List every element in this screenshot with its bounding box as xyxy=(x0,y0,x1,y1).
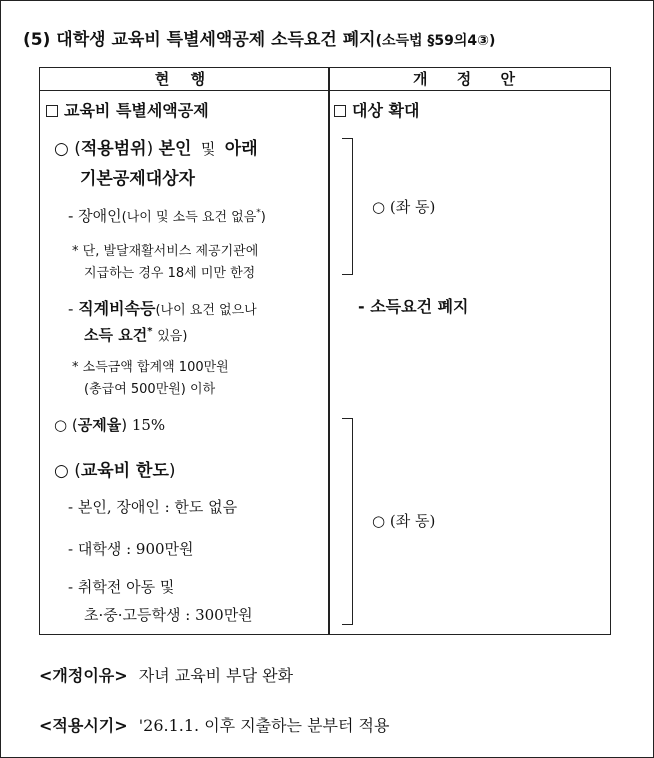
effective-text: '26.1.1. 이후 지출하는 분부터 적용 xyxy=(138,716,390,735)
limit-item1: - 본인, 장애인 : 한도 없음 xyxy=(68,498,238,516)
footnote1-line1: * 단, 발달재활서비스 제공기관에 xyxy=(72,244,259,259)
lineal-label: 직계비속등 xyxy=(78,299,156,318)
lineal-line2 xyxy=(84,324,187,345)
right-section-heading xyxy=(334,98,419,121)
effective-label: <적용시기> xyxy=(39,716,128,735)
left-section-heading xyxy=(46,98,209,121)
scope-dependents: 기본공제대상자 xyxy=(80,169,195,189)
scope-self: 본인 xyxy=(158,139,192,159)
rate-close: ) xyxy=(121,416,128,434)
income-star: * xyxy=(147,326,153,337)
checkbox-square-icon xyxy=(334,105,346,117)
disabled-label: - 장애인 xyxy=(68,207,122,225)
rate-line xyxy=(54,414,165,435)
rate-label: 공제율 xyxy=(77,416,122,434)
income-requirement-abolished: - 소득요건 폐지 xyxy=(358,297,469,316)
left-section-label: 교육비 특별세액공제 xyxy=(64,101,209,120)
reason-label: <개정이유> xyxy=(39,666,128,685)
title-main: (5) 대학생 교육비 특별세액공제 소득요건 폐지 xyxy=(23,30,376,50)
right-section-label: 대상 확대 xyxy=(352,101,420,120)
scope-line2 xyxy=(80,164,195,189)
limit-item2: - 대학생 : 900만원 xyxy=(68,540,194,558)
amendment-reason xyxy=(39,663,293,686)
comparison-table xyxy=(39,67,611,635)
limit-bullet: ○ ( xyxy=(54,461,81,481)
limit-item3-line1: - 취학전 아동 및 xyxy=(68,578,175,596)
header-proposed: 개 정 안 xyxy=(413,70,527,88)
reason-text: 자녀 교육비 부담 완화 xyxy=(138,666,294,685)
same-as-left-2: ○ (좌 동) xyxy=(372,512,436,530)
scope-close: ) xyxy=(146,139,154,159)
scope-line1 xyxy=(54,134,258,159)
rate-value: 15% xyxy=(131,416,166,434)
limit-line xyxy=(54,456,176,481)
footnote2-line2: (총급여 500만원) 이하 xyxy=(84,382,216,397)
section-title xyxy=(23,25,495,50)
disabled-close: ) xyxy=(260,210,266,225)
effective-date xyxy=(39,713,389,736)
scope-label: 적용범위 xyxy=(80,139,147,159)
column-divider xyxy=(328,68,330,634)
table-header xyxy=(40,68,610,91)
lineal-dash: - xyxy=(68,300,79,318)
lineal-item xyxy=(68,296,257,319)
income-requirement: 소득 요건 xyxy=(84,326,148,344)
lineal-exists: 있음) xyxy=(157,329,188,344)
limit-item3-line2: 초·중·고등학생 : 300만원 xyxy=(84,606,253,624)
disabled-note: (나이 및 소득 요건 없음 xyxy=(121,210,257,225)
scope-and: 및 xyxy=(200,140,216,158)
limit-close: ) xyxy=(168,461,176,481)
checkbox-square-icon xyxy=(46,105,58,117)
footnote1-line2: 지급하는 경우 18세 미만 한정 xyxy=(84,266,256,281)
disabled-star: * xyxy=(256,208,261,218)
title-law-reference: (소득법 §59의4③) xyxy=(375,33,496,49)
limit-label: 교육비 한도 xyxy=(80,461,169,481)
disabled-item xyxy=(68,205,266,226)
rate-bullet: ○ ( xyxy=(54,416,78,434)
bracket-lower xyxy=(342,418,353,625)
header-current: 현 행 xyxy=(154,70,214,88)
scope-below: 아래 xyxy=(224,139,258,159)
bracket-upper xyxy=(342,138,353,275)
same-as-left-1: ○ (좌 동) xyxy=(372,198,436,216)
lineal-note: (나이 요건 없으나 xyxy=(155,303,257,318)
scope-bullet: ○ ( xyxy=(54,139,81,159)
footnote2-line1: * 소득금액 합계액 100만원 xyxy=(72,360,229,375)
